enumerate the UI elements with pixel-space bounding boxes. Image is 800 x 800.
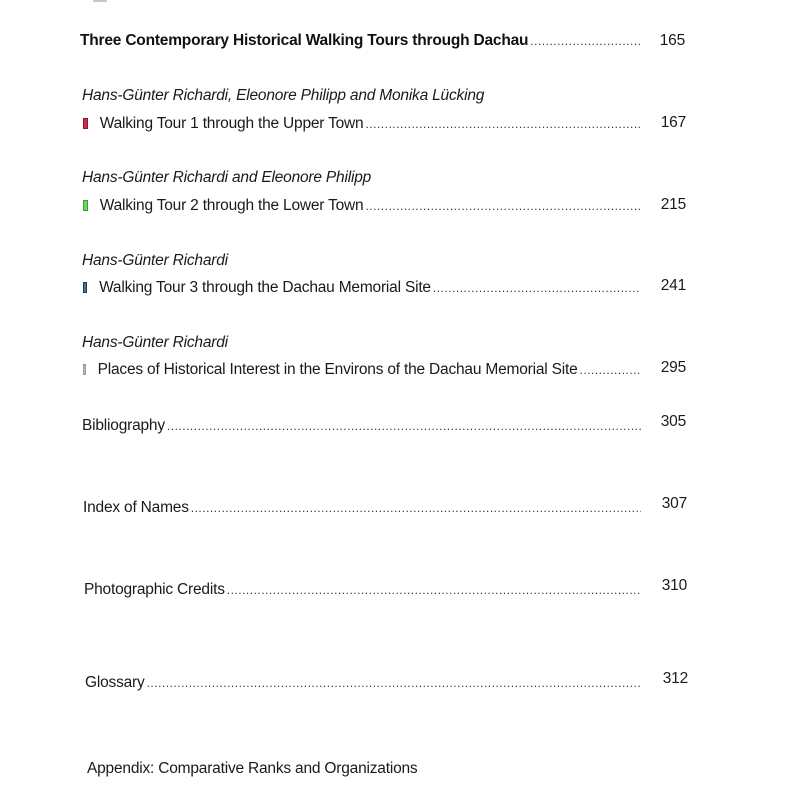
- toc-entry-places-of-interest[interactable]: [83, 360, 645, 380]
- red-square-icon: [83, 118, 88, 129]
- toc-author-line: Hans-Günter Richardi: [82, 334, 228, 351]
- toc-page-number: 167: [660, 114, 686, 131]
- toc-entry-label: Three Contemporary Historical Walking Tours through Dachau: [80, 32, 529, 49]
- toc-page-number: 305: [660, 413, 686, 430]
- grey-square-icon: [83, 364, 86, 375]
- toc-author-line: Hans-Günter Richardi, Eleonore Philipp and Monika Lücking: [82, 87, 485, 104]
- leader-dots: [365, 114, 641, 134]
- blue-square-icon: [83, 282, 87, 293]
- green-square-icon: [83, 200, 88, 211]
- toc-entry-glossary[interactable]: [85, 673, 646, 693]
- toc-page-number: 312: [662, 670, 688, 687]
- toc-entry-label: Index of Names: [83, 499, 189, 516]
- leader-dots: [227, 580, 641, 600]
- toc-entry-walking-tour-2[interactable]: [83, 196, 645, 216]
- toc-page-number: 241: [660, 277, 686, 294]
- toc-entry-label: Places of Historical Interest in the Environs of the Dachau Memorial Site: [97, 361, 578, 378]
- toc-entry-label: Bibliography: [82, 417, 165, 434]
- toc-entry-bibliography[interactable]: [82, 416, 645, 436]
- toc-page-number: 310: [661, 577, 687, 594]
- page-edge-mark: [93, 0, 107, 2]
- leader-dots: [580, 360, 641, 380]
- leader-dots: [365, 196, 641, 216]
- toc-page-number: 307: [661, 495, 687, 512]
- toc-entry-appendix[interactable]: Appendix: Comparative Ranks and Organizations: [87, 760, 418, 777]
- toc-entry-label: Walking Tour 1 through the Upper Town: [99, 115, 364, 132]
- leader-dots: [530, 31, 641, 51]
- toc-entry-label: Walking Tour 3 through the Dachau Memorial Site: [99, 279, 431, 296]
- toc-entry-photographic-credits[interactable]: [84, 580, 645, 600]
- toc-entry-label: Photographic Credits: [84, 581, 225, 598]
- leader-dots: [147, 673, 642, 693]
- leader-dots: [433, 278, 641, 298]
- toc-entry-index-of-names[interactable]: [83, 498, 645, 518]
- toc-page-number: 215: [660, 196, 686, 213]
- toc-entry-label: Glossary: [85, 674, 145, 691]
- toc-author-line: Hans-Günter Richardi and Eleonore Philipp: [82, 169, 372, 186]
- toc-author-line: Hans-Günter Richardi: [82, 252, 228, 269]
- leader-dots: [191, 498, 641, 518]
- toc-page-number: 295: [660, 359, 686, 376]
- toc-entry-walking-tour-1[interactable]: [83, 114, 645, 134]
- leader-dots: [167, 416, 641, 436]
- toc-entry-label: Walking Tour 2 through the Lower Town: [99, 197, 364, 214]
- toc-page-number: 165: [659, 32, 685, 49]
- toc-entry-section-heading[interactable]: [80, 31, 645, 51]
- toc-entry-walking-tour-3[interactable]: [83, 278, 645, 298]
